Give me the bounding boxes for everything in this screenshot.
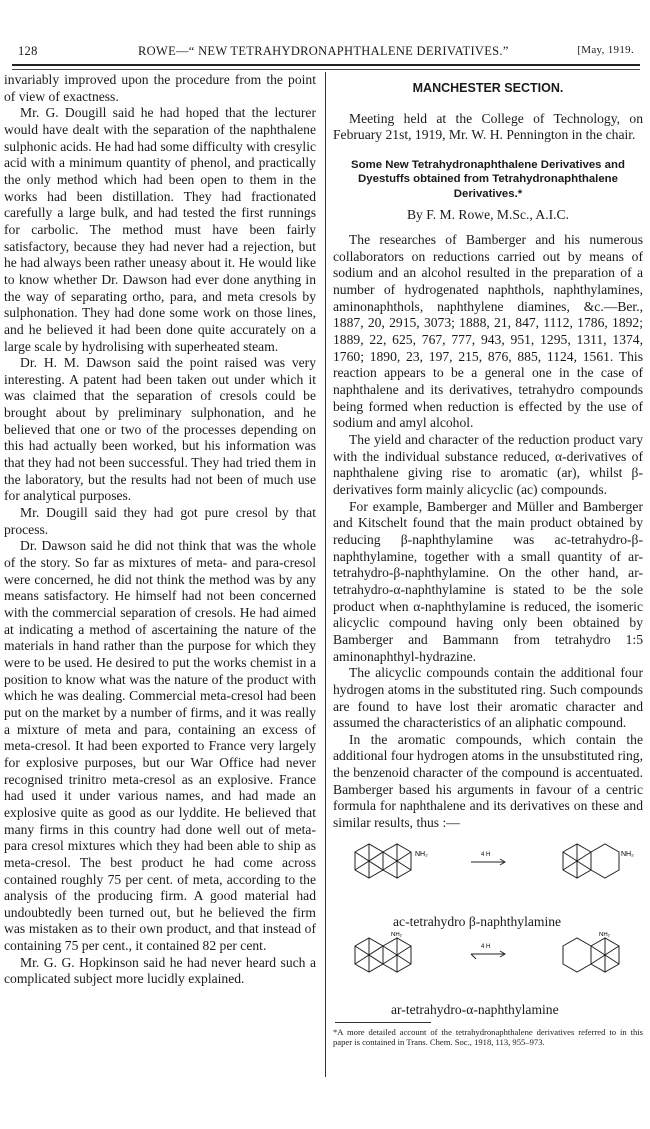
paragraph: Mr. G. G. Hopkinson said he had never heard such a complicated subject more lucidly explained. [4, 954, 316, 987]
arrow-label: 4 H [481, 851, 491, 858]
page-number: 128 [18, 44, 38, 58]
structure-row-2 [333, 932, 643, 1004]
paragraph: invariably improved upon the procedure from the point of view of exactness. [4, 72, 316, 104]
issue-date: [May, 1919. [577, 44, 634, 56]
section-heading: MANCHESTER SECTION. [412, 81, 564, 95]
caption-ar-tetrahydro: ar-tetrahydro-α-naphthylamine [391, 1001, 559, 1017]
paragraph: Mr. G. Dougill said he had hoped that the lecturer would have dealt with the separation of the naphthalene sulphonic acids. He had had some difficulty with cresylic acid with a minimum quantity of phenol, and practically the only method which had been open to them in the works had been distillation. They had fractionated carefully a large bulk, and had tested the first runnings for carbolic. The method must have been fairly satisfactory, because they had never had a rejection, but he had always been rather uneasy about it. He would like to know whether Dr. Dawson had ever done anything in the way of separating ortho, para, and meta cresols by sulphonation. They had done some work on those lines, and he believed it had been done quite accurately on a large scale by hydrolising with superheated steam. [4, 105, 316, 354]
footnote-rule [335, 1022, 431, 1023]
paragraph: Dr. H. M. Dawson said the point raised was very interesting. A patent had been taken out under which it was claimed that the separation of cresols could be brought about by preliminary sulphonation, and he believed that one or two of the processes depending on this had actually been worked, but his information was that they had not been successful. They had tried them in the laboratory, but the results had not been of much use for analytical purposes. [4, 355, 316, 504]
paragraph: The researches of Bamberger and his numerous collaborators on reductions carried out by means of sodium and an alcohol resulted in the preparation of a number of hydrogenated naphthols, naphthylamines, aminonaphthols, naphthylene diamines, &c.—Ber., 1887, 20, 2915, 3073; 1888, 21, 847, 1112, 1786, 1892; 1889, 22, 625, 767, 777, 943, 951, 1295, 1311, 1374, 1760; 1890, 23, 197, 215, 876, 885, 1124, 1561. This reaction appears to be a general one in the case of naphthalene and its derivatives, tetrahydro compounds being formed when reduction is effected by the use of sodium and amyl alcohol. [333, 232, 643, 431]
byline: By F. M. Rowe, M.Sc., A.I.C. [406, 207, 570, 223]
paragraph: The alicyclic compounds contain the additional four hydrogen atoms in the substituted ring. Such compounds are found to have lost their aromatic character and assumed the characteristics of an aliphatic compound. [333, 665, 643, 731]
right-column [333, 72, 643, 1048]
structure-row-1 [333, 840, 643, 912]
header-rule [12, 64, 640, 66]
arrow-label: 4 H [481, 943, 491, 950]
reaction-figure [333, 840, 643, 1017]
running-header [14, 44, 640, 62]
product-ring-left [563, 938, 591, 972]
article-title: Some New Tetrahydronaphthalene Derivatives and Dyestuffs obtained from Tetrahydronaphthalene Derivatives.* [351, 158, 625, 200]
header-rule-thin [12, 69, 640, 70]
column-divider [325, 72, 326, 1077]
caption-ac-tetrahydro: ac-tetrahydro β-naphthylamine [393, 913, 562, 929]
paragraph: Dr. Dawson said he did not think that was the whole of the story. So far as mixtures of meta- and para-cresol were concerned, he did not think the method was by any means satisfactory. He himself had not been concerned with the commercial separation of cresols. He had aimed at indicating a method of ascertaining the nature of the materials in hand rather than the purpose for which they were to be used. He desired to put the works chemist in a position to know what was the nature of the product with which he was dealing. Commercial meta-cresol had been put on the market by a number of firms, and it was really a mixture of meta and para, containing an excess of meta-cresol. It had been exported to France very largely for explosive purposes, but our War Office had never recognised trinitro meta-cresol as an explosive. France had used it under various names, and had made an explosive quite as good as our lyddite. He believed that many firms in this country had done well out of meta-para cresol mixtures which they had been able to ship as meta-cresol. The best product he had come across contained roughly 75 per cent. of meta, according to the analysis of the producing firm. A good material had undoubtedly been turned out, but he believed the firm was mistaken as to their own product, and that instead of containing 75 per cent., it contained 82 per cent. [4, 538, 316, 954]
substituent-label: NH₂ [621, 850, 634, 858]
substituent-label: NH₂ [391, 931, 402, 938]
paragraph: The yield and character of the reduction product vary with the individual substance reduced, α-derivatives of naphthalene giving rise to aromatic (ar), whilst β-derivatives form mainly alicyclic (ac) compounds. [333, 432, 643, 497]
paragraph: In the aromatic compounds, which contain the additional four hydrogen atoms in the unsubstituted ring, the benzenoid character of the compound is accentuated. Bamberger based his arguments in favour of a centric formula for naphthalene and its derivatives on these and similar results, thus :— [333, 731, 643, 831]
running-title: ROWE—“ NEW TETRAHYDRONAPHTHALENE DERIVATIVES.” [138, 44, 509, 58]
substituent-label: NH₂ [599, 931, 610, 938]
substituent-label: NH₂ [415, 850, 428, 858]
meeting-notice: Meeting held at the College of Technology, on February 21st, 1919, Mr. W. H. Pennington in the chair. [333, 110, 643, 143]
left-column [4, 72, 316, 988]
paragraph: Mr. Dougill said they had got pure cresol by that process. [4, 505, 316, 537]
paragraph: For example, Bamberger and Müller and Bamberger and Kitschelt found that the main product obtained by reducing β-naphthylamine was ac-tetrahydro-β-naphthylamine, together with a small quantity of ar-tetrahydro-β-naphthylamine. On the other hand, ar-tetrahydro-α-naphthylamine is stated to be the sole product when α-naphthylamine is reduced, the isomeric alicyclic compound having only been obtained by Bamberger and Bammann from tetrahydro 1:5 aminonaphthyl-hydrazine. [333, 498, 643, 664]
product-ring-right [591, 844, 619, 878]
footnote: *A more detailed account of the tetrahydronaphthalene derivatives referred to in this paper is contained in Trans. Chem. Soc., 1918, 113, 955–973. [333, 1026, 643, 1048]
